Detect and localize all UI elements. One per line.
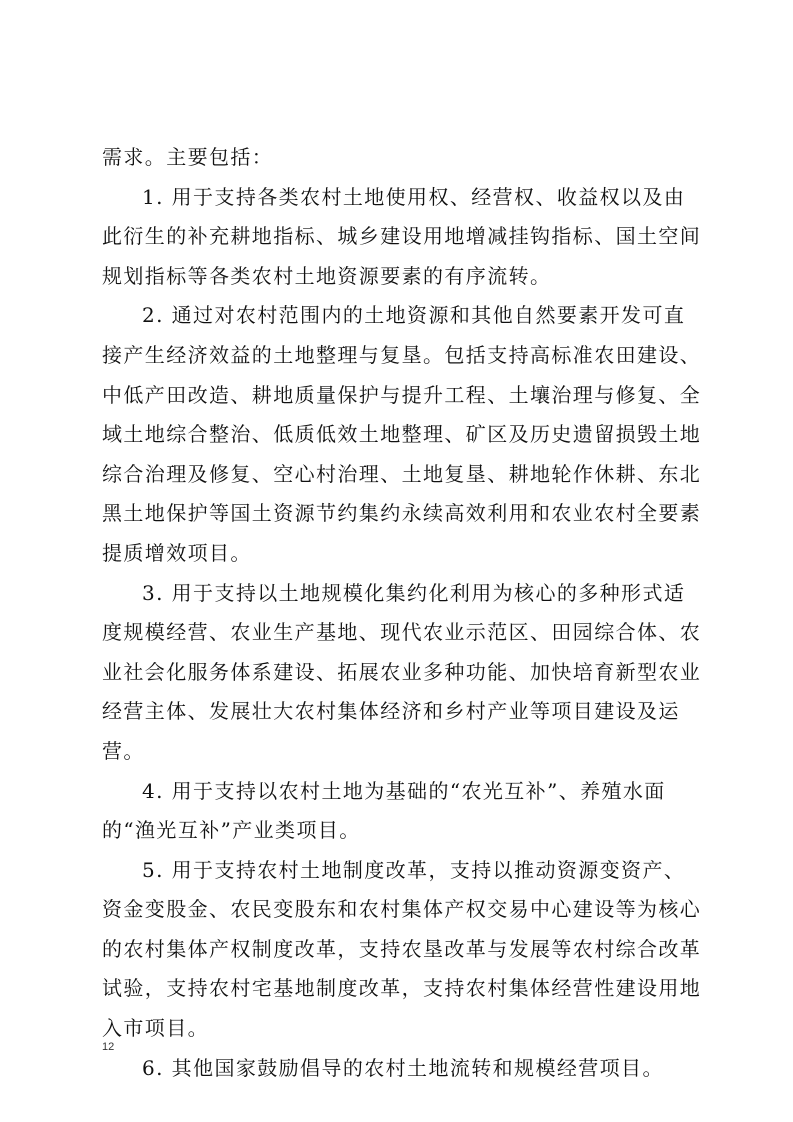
list-item: 1. 用于支持各类农村土地使用权、经营权、收益权以及由此衍生的补充耕地指标、城乡建设用地增减挂钩指标、国土空间规划指标等各类农村土地资源要素的有序流转。 [102, 184, 702, 288]
list-item: 3. 用于支持以土地规模化集约化利用为核心的多种形式适度规模经营、农业生产基地、现代农业示范区、田园综合体、农业社会化服务体系建设、拓展农业多种功能、加快培育新型农业经营主体、发展壮大农村集体经济和乡村产业等项目建设及运营。 [102, 580, 702, 763]
page-number: 12 [102, 1041, 115, 1053]
list-item: 6. 其他国家鼓励倡导的农村土地流转和规模经营项目。 [142, 1055, 664, 1080]
list-item: 4. 用于支持以农村土地为基础的“农光互补”、养殖水面的“渔光互补”产业类项目。 [102, 778, 666, 843]
list-item: 2. 通过对农村范围内的土地资源和其他自然要素开发可直接产生经济效益的土地整理与复垦。包括支持高标准农田建设、中低产田改造、耕地质量保护与提升工程、土壤治理与修复、全域土地综合整治、低质低效土地整理、矿区及历史遗留损毁土地综合治理及修复、空心村治理、土地复垦、耕地轮作休耕、东北黑土地保护等国土资源节约集约永续高效利用和农业农村全要素提质增效项目。 [102, 303, 702, 565]
body-text [102, 138, 702, 1088]
intro-paragraph: 需求。主要包括： [102, 145, 274, 169]
list-item: 5. 用于支持农村土地制度改革，支持以推动资源变资产、资金变股金、农民变股东和农村集体产权交易中心建设等为核心的农村集体产权制度改革，支持农垦改革与发展等农村综合改革试验，支持农村宅基地制度改革，支持农村集体经营性建设用地入市项目。 [102, 857, 702, 1041]
